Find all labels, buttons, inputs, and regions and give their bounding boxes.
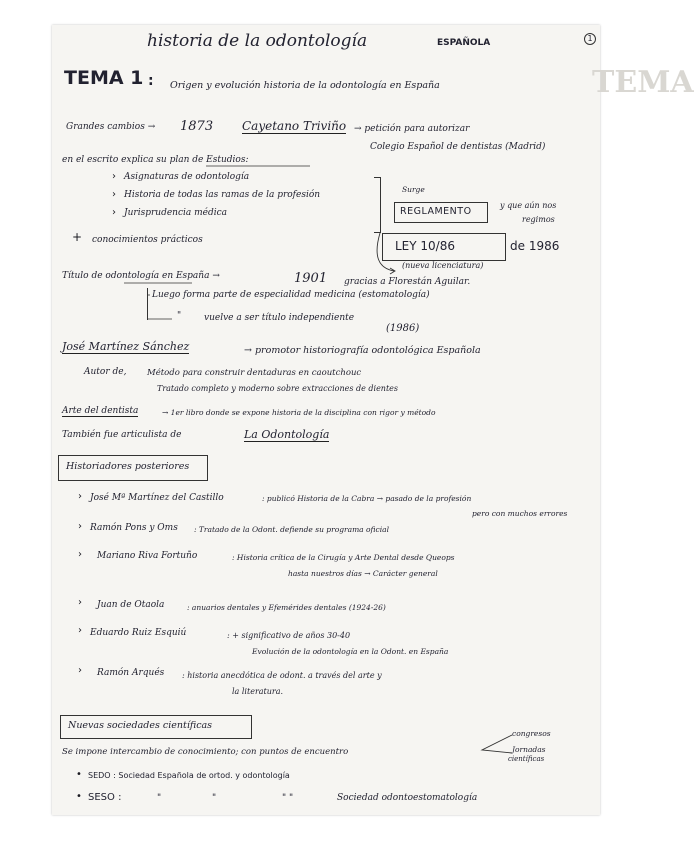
historiador-desc-2: : Tratado de la Odont. defiende su programa oficial <box>194 525 390 534</box>
cambios-practicos: conocimientos prácticos <box>92 235 203 245</box>
titulo-luego: Luego forma parte de especialidad medicina (estomatología) <box>152 290 430 300</box>
titulo-vuelve-year: (1986) <box>386 323 420 334</box>
reglamento-note-2: regimos <box>522 215 555 224</box>
cambios-text2: Colegio Español de dentistas (Madrid) <box>370 142 546 152</box>
cambios-item-3: Jurisprudencia médica <box>124 208 227 218</box>
sedo-line: SEDO : Sociedad Española de ortod. y odontología <box>88 771 290 780</box>
notebook-page <box>52 25 694 815</box>
jose-role: → promotor historiografía odontológica Española <box>244 345 481 356</box>
historiador-name-2: Ramón Pons y Oms <box>90 523 178 533</box>
historiador-desc-6: : historia anecdótica de odont. a través del arte y <box>182 671 382 680</box>
jose-autor: Autor de, <box>84 367 127 377</box>
titulo-intro: Título de odontología en España → <box>62 271 220 281</box>
tema-colon: : <box>148 73 154 89</box>
ley-note: (nueva licenciatura) <box>402 261 484 270</box>
historiador-desc2-5: Evolución de la odontología en la Odont. en España <box>252 647 449 656</box>
historiador-desc2-1: pero con muchos errores <box>472 509 568 518</box>
historiador-name-6: Ramón Arqués <box>97 668 165 678</box>
titulo-year: 1901 <box>294 271 328 286</box>
bullet-arrow: › <box>112 189 116 200</box>
seso-ditto-3: " " <box>282 793 294 803</box>
titulo-ditto: " <box>177 311 182 321</box>
historiadores-heading: Historiadores posteriores <box>66 461 190 472</box>
cambios-text1: → petición para autorizar <box>354 124 470 134</box>
jose-tambien: También fue articulista de <box>62 430 182 440</box>
surge-label: Surge <box>402 185 425 194</box>
historiador-desc-5: : + significativo de años 30-40 <box>227 631 351 640</box>
bullet-arrow: › <box>78 491 82 502</box>
tema-subtitle: Origen y evolución historia de la odontología en España <box>170 80 440 91</box>
titulo-vuelve: vuelve a ser título independiente <box>204 313 355 323</box>
reglamento-label: REGLAMENTO <box>400 206 472 217</box>
jose-revista: La Odontología <box>244 428 330 441</box>
cambios-item-2: Historia de todas las ramas de la profesión <box>124 190 321 200</box>
seso-desc: Sociedad odontoestomatología <box>337 793 478 803</box>
cambios-item-1: Asignaturas de odontología <box>124 172 250 182</box>
bleed-through-text: TEMA <box>592 65 694 100</box>
tema-label: TEMA 1 <box>64 67 144 89</box>
reglamento-note-1: y que aún nos <box>500 201 557 210</box>
ley-year: de 1986 <box>510 239 560 253</box>
bullet-arrow: › <box>112 207 116 218</box>
page-number: 1 <box>584 33 596 45</box>
cambios-plan: en el escrito explica su plan de Estudios: <box>62 155 249 165</box>
historiador-name-4: Juan de Otaola <box>97 600 165 610</box>
jose-arte-desc: → 1er libro donde se expone historia de la disciplina con rigor y método <box>162 408 436 417</box>
historiador-desc2-6: la literatura. <box>232 687 284 696</box>
sociedades-jornadas-1: Jornadas <box>512 745 546 754</box>
bullet-arrow: › <box>78 549 82 560</box>
sociedades-intro: Se impone intercambio de conocimiento; con puntos de encuentro <box>62 747 349 757</box>
cambios-year: 1873 <box>180 119 214 134</box>
page-title-suffix: ESPAÑOLA <box>437 38 491 48</box>
bullet-dot: • <box>76 769 82 780</box>
historiador-desc-4: : anuarios dentales y Efemérides dentales (1924-26) <box>187 603 386 612</box>
sociedades-jornadas-2: científicas <box>508 755 545 763</box>
historiador-name-1: José Mª Martínez del Castillo <box>90 493 224 503</box>
historiador-desc-1: : publicó Historia de la Cabra → pasado de la profesión <box>262 494 472 503</box>
bullet-plus: + <box>72 230 83 244</box>
seso-ditto-1: " <box>157 793 162 803</box>
historiador-name-3: Mariano Riva Fortuño <box>97 551 198 561</box>
historiador-name-5: Eduardo Ruiz Esquiú <box>90 628 187 638</box>
sociedades-congresos: congresos <box>512 729 551 738</box>
historiador-desc2-3: hasta nuestros días → Carácter general <box>288 569 438 578</box>
bullet-arrow: › <box>78 521 82 532</box>
bullet-arrow: › <box>112 171 116 182</box>
seso-ditto-2: " <box>212 793 217 803</box>
jose-obra-2: Tratado completo y moderno sobre extracciones de dientes <box>157 384 399 393</box>
handwritten-arrows <box>52 25 600 815</box>
sociedades-heading: Nuevas sociedades científicas <box>68 720 213 731</box>
jose-obra-1: Método para construir dentaduras en caoutchouc <box>147 368 362 378</box>
bullet-arrow: › <box>78 625 82 636</box>
ley-label: LEY 10/86 <box>395 239 455 253</box>
bullet-dot: • <box>76 791 82 802</box>
titulo-gracias: gracias a Florestán Aguilar. <box>344 277 471 287</box>
cambios-intro: Grandes cambios → <box>66 122 156 132</box>
bullet-arrow: › <box>78 665 82 676</box>
jose-arte: Arte del dentista <box>62 406 139 416</box>
cambios-person: Cayetano Triviño <box>242 119 347 133</box>
historiador-desc-3: : Historia crítica de la Cirugía y Arte Dental desde Queops <box>232 553 455 562</box>
jose-name: José Martínez Sánchez <box>62 340 190 353</box>
seso-label: SESO : <box>88 792 122 803</box>
page-title: historia de la odontología <box>147 31 368 51</box>
bullet-arrow: › <box>78 597 82 608</box>
